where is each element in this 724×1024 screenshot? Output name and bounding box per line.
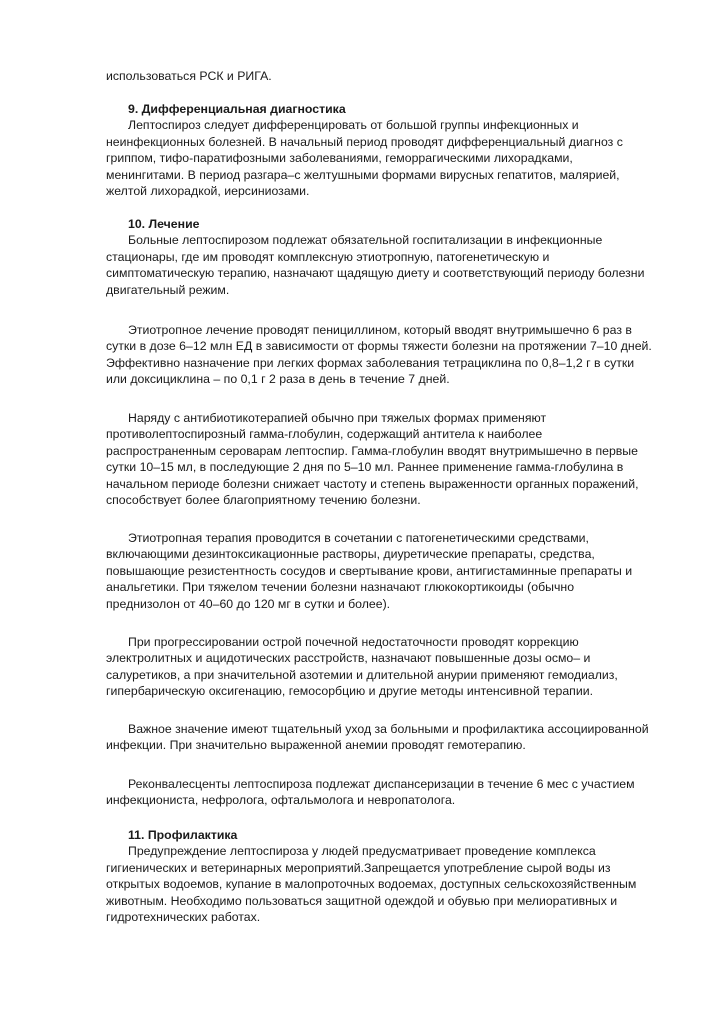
text-line: Эффективно назначение при легких формах заболевания тетрациклина по 0,8–1,2 г в сутки — [106, 355, 635, 370]
text-line: использоваться РСК и РИГА. — [106, 69, 272, 83]
text-line: преднизолон от 40–60 до 120 мг в сутки и более). — [106, 596, 391, 611]
text-line: Этиотропная терапия проводится в сочетании с патогенетическими средствами, — [128, 531, 589, 545]
text-line: желтой лихорадкой, иерсиниозами. — [106, 184, 310, 199]
text-line: повышающие резистентность сосудов и свертывание крови, антигистаминные препараты и — [106, 563, 633, 578]
intro-paragraph — [106, 68, 666, 84]
paragraph-renal-failure — [106, 634, 666, 700]
text-line: электролитных и ацидотических расстройств, назначают повышенные дозы осмо– и — [106, 651, 591, 666]
text-line: гриппом, тифо-паратифозными заболеваниями, геморрагическими лихорадками, — [106, 151, 573, 166]
text-line: двигательный режим. — [106, 282, 230, 297]
text-line: Наряду с антибиотикотерапией обычно при тяжелых формах применяют — [128, 411, 547, 425]
text-line: стационары, где им проводят комплексную этиотропную, патогенетическую и — [106, 249, 550, 264]
text-line: открытых водоемов, купание в малопроточных водоемах, доступных сельскохозяйственным — [106, 877, 637, 892]
text-line: симптоматическую терапию, назначают щадящую диету и соответствующий периоду болезни — [106, 266, 645, 281]
text-line: гигиенических и ветеринарных мероприятий.Запрещается употребление сырой воды из — [106, 860, 611, 875]
section-11 — [106, 827, 666, 925]
paragraph-convalescents — [106, 776, 666, 809]
text-line: Реконвалесценты лептоспироза подлежат диспансеризации в течение 6 мес с участием — [128, 777, 635, 791]
section-heading: 10. Лечение — [128, 217, 200, 231]
section-heading: 9. Дифференциальная диагностика — [128, 102, 346, 116]
text-line: способствует более благоприятному течению болезни. — [106, 493, 421, 508]
text-line: распространенным сероварам лептоспир. Гамма-глобулин вводят внутримышечно в первые — [106, 443, 638, 458]
text-line: Лептоспироз следует дифференцировать от большой группы инфекционных и — [128, 118, 579, 133]
text-line: неинфекционных болезней. В начальный период проводят дифференциальный диагноз с — [106, 134, 623, 149]
text-line: менингитами. В период разгара–с желтушными формами вирусных гепатитов, малярией, — [106, 167, 620, 182]
paragraph-pathogenetic — [106, 530, 666, 612]
paragraph-gamma-globulin — [106, 410, 666, 508]
text-line: инфекции. При значительно выраженной анемии проводят гемотерапию. — [106, 738, 526, 753]
paragraph-etiotropic — [106, 322, 666, 388]
paragraph-care — [106, 721, 666, 754]
text-line: Важное значение имеют тщательный уход за больными и профилактика ассоциированной — [128, 722, 649, 736]
text-line: салуретиков, а при значительной азотемии и длительной анурии применяют гемодиализ, — [106, 667, 618, 682]
text-line: сутки 10–15 мл, в последующие 2 дня по 5–10 мл. Раннее применение гамма-глобулина в — [106, 460, 624, 475]
text-line: сутки в дозе 6–12 млн ЕД в зависимости от формы тяжести болезни на протяжении 7–10 дней. — [106, 339, 652, 354]
text-line: Предупреждение лептоспироза у людей предусматривает проведение комплекса — [128, 844, 596, 859]
text-line: или доксициклина – по 0,1 г 2 раза в день в течение 7 дней. — [106, 372, 450, 387]
text-line: противолептоспирозный гамма-глобулин, содержащий антитела к наиболее — [106, 427, 543, 442]
text-line: включающими дезинтоксикационные растворы, диуретические препараты, средства, — [106, 547, 595, 562]
text-line: гипербарическую оксигенацию, гемосорбцию и другие методы интенсивной терапии. — [106, 684, 593, 699]
text-line: При прогрессировании острой почечной недостаточности проводят коррекцию — [128, 635, 579, 649]
text-line: анальгетики. При тяжелом течении болезни назначают глюкокортикоиды (обычно — [106, 580, 575, 595]
section-10 — [106, 216, 666, 298]
text-line: гидротехнических работах. — [106, 910, 261, 925]
text-line: животным. Необходимо пользоваться защитной одеждой и обувью при мелиоративных и — [106, 893, 618, 908]
section-heading: 11. Профилактика — [128, 828, 238, 842]
text-line: Этиотропное лечение проводят пенициллином, который вводят внутримышечно 6 раз в — [128, 323, 632, 337]
text-line: инфекциониста, нефролога, офтальмолога и невропатолога. — [106, 793, 456, 808]
section-9 — [106, 101, 666, 199]
text-line: начальном периоде болезни снижает частоту и степень выраженности органных поражений, — [106, 476, 639, 491]
text-line: Больные лептоспирозом подлежат обязательной госпитализации в инфекционные — [128, 233, 603, 248]
